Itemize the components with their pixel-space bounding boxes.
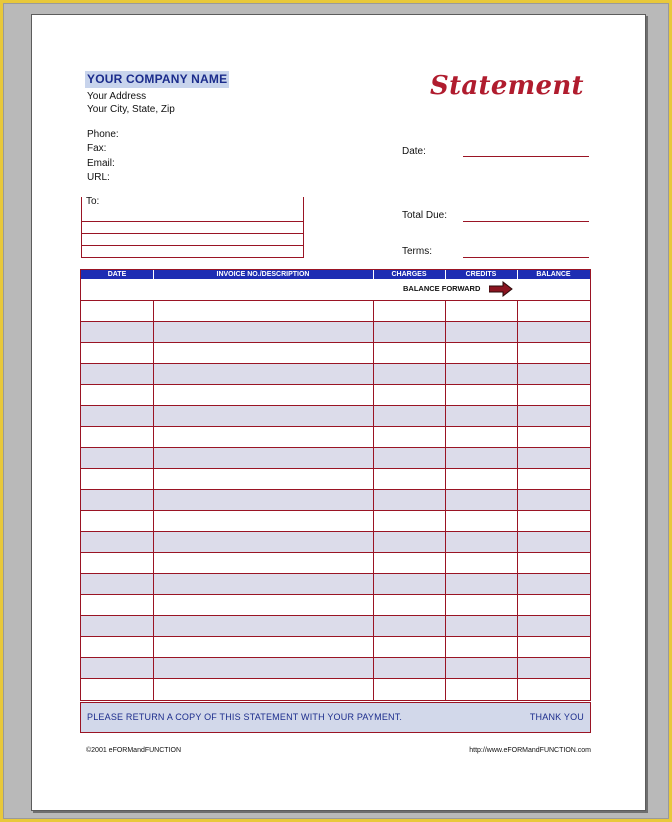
table-row[interactable] — [81, 406, 590, 427]
table-row[interactable] — [81, 469, 590, 490]
table-row[interactable] — [81, 301, 590, 322]
document-title: Statement — [430, 71, 584, 101]
date-field[interactable] — [463, 156, 589, 157]
terms-label: Terms: — [402, 246, 432, 257]
to-label: To: — [86, 196, 100, 207]
table-header — [81, 270, 590, 279]
column-header-date: DATE — [107, 271, 127, 278]
total-due-label: Total Due: — [402, 210, 448, 221]
payment-note-box — [80, 702, 591, 733]
terms-field[interactable] — [463, 257, 589, 258]
table-row[interactable] — [81, 364, 590, 385]
date-label: Date: — [402, 146, 426, 157]
thank-you-text: THANK YOU — [529, 712, 584, 722]
table-row[interactable] — [81, 385, 590, 406]
footer-url[interactable]: http://www.eFORMandFUNCTION.com — [469, 747, 591, 754]
column-header-credits: CREDITS — [465, 271, 497, 278]
table-row[interactable] — [81, 595, 590, 616]
balance-forward-row — [81, 279, 590, 301]
payment-note: PLEASE RETURN A COPY OF THIS STATEMENT WITH YOUR PAYMENT. — [87, 712, 403, 722]
table-row[interactable] — [81, 616, 590, 637]
table-row[interactable] — [81, 679, 590, 699]
column-header-charges: CHARGES — [391, 271, 427, 278]
table-row[interactable] — [81, 322, 590, 343]
company-name[interactable]: YOUR COMPANY NAME — [87, 72, 228, 86]
column-header-balance: BALANCE — [536, 271, 571, 278]
table-row[interactable] — [81, 532, 590, 553]
email-label: Email: — [87, 158, 115, 169]
table-row[interactable] — [81, 658, 590, 679]
company-city-state-zip[interactable]: Your City, State, Zip — [87, 104, 175, 115]
table-row[interactable] — [81, 553, 590, 574]
table-row[interactable] — [81, 343, 590, 364]
table-row[interactable] — [81, 427, 590, 448]
table-row[interactable] — [81, 637, 590, 658]
copyright-text: ©2001 eFORMandFUNCTION — [86, 747, 182, 754]
fax-label: Fax: — [87, 143, 107, 154]
statement-table — [80, 269, 591, 701]
arrow-right-icon — [489, 281, 513, 297]
url-label: URL: — [87, 172, 110, 183]
table-row[interactable] — [81, 490, 590, 511]
table-row[interactable] — [81, 511, 590, 532]
statement-page — [31, 14, 646, 811]
table-row[interactable] — [81, 574, 590, 595]
table-row[interactable] — [81, 448, 590, 469]
phone-label: Phone: — [87, 129, 119, 140]
company-address[interactable]: Your Address — [87, 91, 147, 102]
total-due-field[interactable] — [463, 221, 589, 222]
balance-forward-label: BALANCE FORWARD — [403, 284, 481, 293]
bill-to-box[interactable] — [81, 197, 304, 258]
column-header-description: INVOICE NO./DESCRIPTION — [216, 271, 310, 278]
